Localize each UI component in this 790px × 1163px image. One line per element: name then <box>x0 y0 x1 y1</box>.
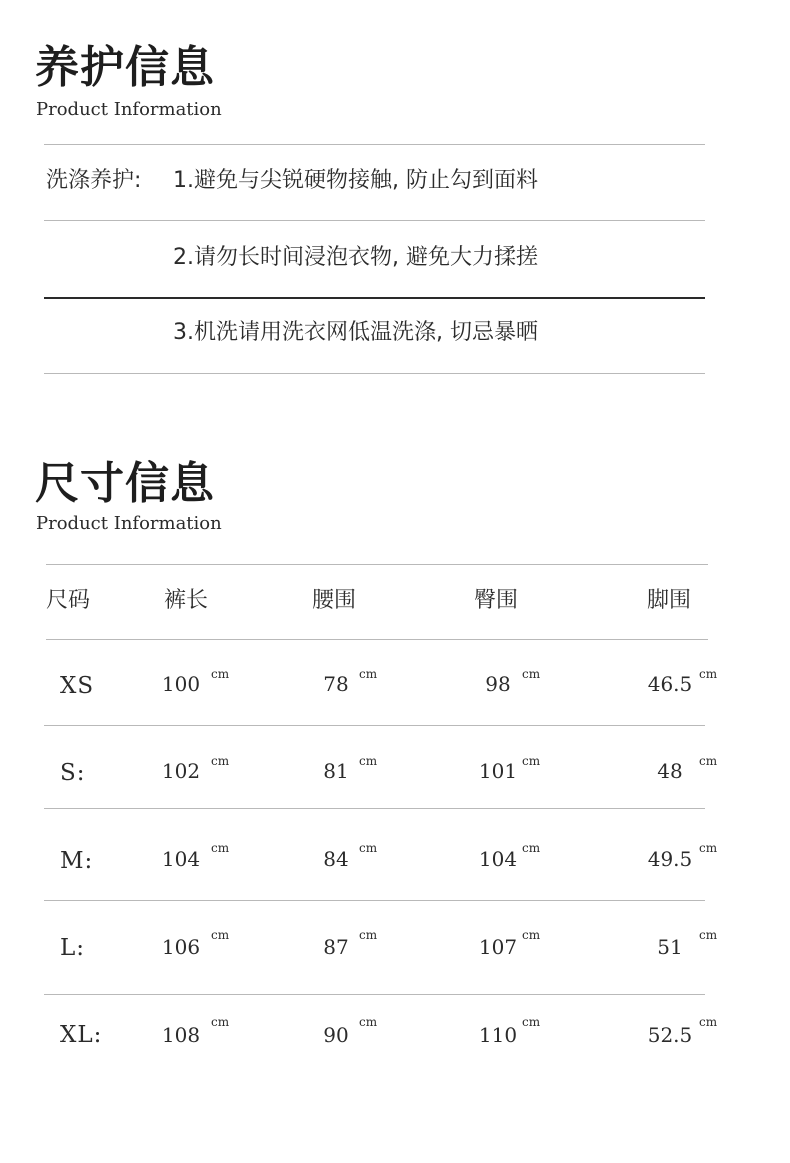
unit-label: cm <box>359 667 378 681</box>
length-value: 104 <box>161 847 201 871</box>
length-value: 108 <box>161 1023 201 1047</box>
header-pants-length: 裤长 <box>164 588 209 613</box>
waist-value: 87 <box>323 935 349 959</box>
care-subtitle: Product Information <box>36 99 222 120</box>
length-value: 106 <box>161 935 201 959</box>
care-title: 养护信息 <box>35 42 215 93</box>
size-title: 尺寸信息 <box>35 458 215 509</box>
hip-value: 104 <box>478 847 518 871</box>
care-item-2: 2.请勿长时间浸泡衣物, 避免大力揉搓 <box>173 245 538 270</box>
unit-label: cm <box>699 754 718 768</box>
care-item-3: 3.机洗请用洗衣网低温洗涤, 切忌暴晒 <box>173 320 538 345</box>
size-label: L: <box>60 935 86 961</box>
hip-value: 101 <box>478 759 518 783</box>
header-hem: 脚围 <box>647 588 692 613</box>
divider <box>46 639 708 640</box>
hip-value: 107 <box>478 935 518 959</box>
unit-label: cm <box>211 667 230 681</box>
divider <box>44 220 705 221</box>
waist-value: 84 <box>323 847 349 871</box>
length-value: 102 <box>161 759 201 783</box>
divider <box>44 373 705 374</box>
unit-label: cm <box>522 841 541 855</box>
length-value: 100 <box>161 672 201 696</box>
unit-label: cm <box>699 1015 718 1029</box>
unit-label: cm <box>699 841 718 855</box>
size-label: XS <box>60 673 95 699</box>
unit-label: cm <box>359 928 378 942</box>
waist-value: 78 <box>323 672 349 696</box>
unit-label: cm <box>211 754 230 768</box>
unit-label: cm <box>522 928 541 942</box>
unit-label: cm <box>359 1015 378 1029</box>
divider <box>46 564 708 565</box>
unit-label: cm <box>359 754 378 768</box>
unit-label: cm <box>211 928 230 942</box>
unit-label: cm <box>211 841 230 855</box>
size-label: M: <box>60 848 94 874</box>
hip-value: 98 <box>485 672 511 696</box>
size-label: S: <box>60 760 86 786</box>
hem-value: 51 <box>657 935 683 959</box>
divider <box>44 900 705 901</box>
waist-value: 81 <box>323 759 349 783</box>
header-size: 尺码 <box>46 588 91 613</box>
care-label: 洗涤养护: <box>46 168 142 193</box>
hem-value: 48 <box>657 759 683 783</box>
size-label: XL: <box>60 1022 103 1048</box>
divider <box>44 297 705 299</box>
size-subtitle: Product Information <box>36 513 222 534</box>
divider <box>44 725 705 726</box>
divider <box>44 994 705 995</box>
divider <box>44 144 705 145</box>
unit-label: cm <box>522 1015 541 1029</box>
waist-value: 90 <box>323 1023 349 1047</box>
hem-value: 49.5 <box>647 847 693 871</box>
care-item-1: 1.避免与尖锐硬物接触, 防止勾到面料 <box>173 168 538 193</box>
unit-label: cm <box>211 1015 230 1029</box>
header-waist: 腰围 <box>312 588 357 613</box>
unit-label: cm <box>699 928 718 942</box>
hem-value: 52.5 <box>647 1023 693 1047</box>
unit-label: cm <box>359 841 378 855</box>
unit-label: cm <box>699 667 718 681</box>
header-hip: 臀围 <box>474 588 519 613</box>
hem-value: 46.5 <box>647 672 693 696</box>
unit-label: cm <box>522 667 541 681</box>
unit-label: cm <box>522 754 541 768</box>
divider <box>44 808 705 809</box>
hip-value: 110 <box>478 1023 518 1047</box>
